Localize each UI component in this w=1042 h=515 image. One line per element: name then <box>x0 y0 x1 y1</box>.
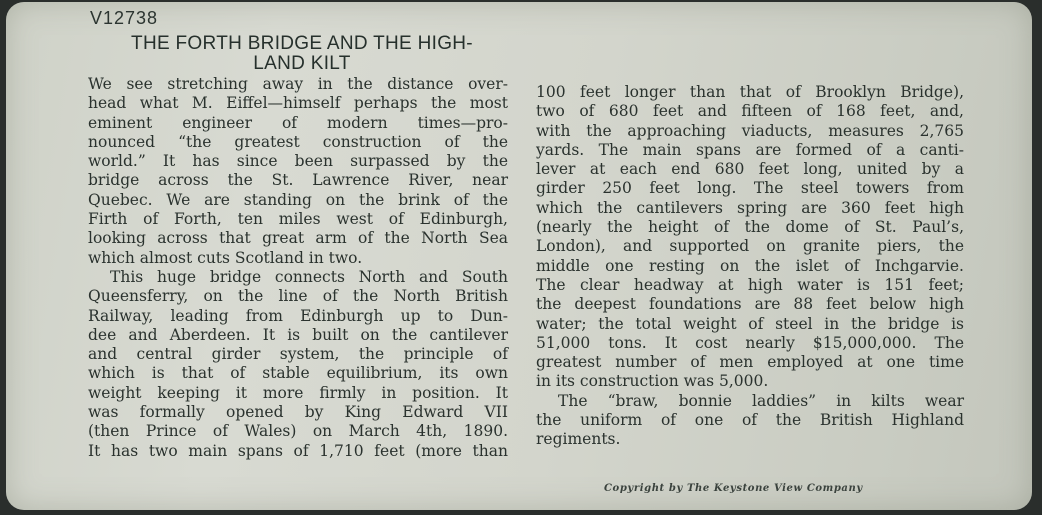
text-line: The “braw, bonnie laddies” in kilts wear <box>558 391 964 410</box>
text-line: the uniform of one of the British Highland <box>536 411 964 430</box>
text-line: eminent engineer of modern times—pro- <box>88 113 508 132</box>
text-line: water; the total weight of steel in the bridge is <box>536 314 964 333</box>
text-line: lever at each end 680 feet long, united by a <box>536 160 964 179</box>
text-line: which is that of stable equilibrium, its own <box>88 364 508 383</box>
catalog-number: V12738 <box>90 8 159 28</box>
text-line: with the approaching viaducts, measures 2,765 <box>536 121 964 140</box>
text-line: which the cantilevers spring are 360 feet high <box>536 198 964 217</box>
card-title-text: THE FORTH BRIDGE AND THE HIGH- LAND KILT <box>131 33 473 74</box>
text-line: Railway, leading from Edinburgh up to Dun- <box>88 306 508 325</box>
text-line: (nearly the height of the dome of St. Paul’s, <box>536 218 964 237</box>
text-line: (then Prince of Wales) on March 4th, 1890. <box>88 422 508 441</box>
text-line: Firth of Forth, ten miles west of Edinburgh, <box>88 210 508 229</box>
text-line: nounced “the greatest construction of the <box>88 132 508 151</box>
text-line: Quebec. We are standing on the brink of the <box>88 190 508 209</box>
text-line: dee and Aberdeen. It is built on the cantilever <box>88 325 508 344</box>
text-line: It has two main spans of 1,710 feet (more than <box>88 441 508 460</box>
text-line: which almost cuts Scotland in two. <box>88 248 363 267</box>
text-line: two of 680 feet and fifteen of 168 feet, and, <box>536 102 964 121</box>
text-line: the deepest foundations are 88 feet below high <box>536 295 964 314</box>
text-line: 100 feet longer than that of Brooklyn Bridge), <box>536 83 964 101</box>
stereoview-card-back <box>6 2 1032 510</box>
text-line: Queensferry, on the line of the North British <box>88 287 508 306</box>
right-text-column <box>536 83 964 450</box>
left-text-column <box>88 75 508 461</box>
text-line: in its construction was 5,000. <box>536 372 769 391</box>
copyright-notice: Copyright by The Keystone View Company <box>604 483 863 494</box>
text-line: was formally opened by King Edward VII <box>88 403 508 422</box>
text-line: London), and supported on granite piers, the <box>536 237 964 256</box>
text-line: middle one resting on the islet of Inchgarvie. <box>536 256 964 275</box>
text-line: and central girder system, the principle of <box>88 345 508 364</box>
text-line: looking across that great arm of the North Sea <box>88 229 508 248</box>
text-line: world.” It has since been surpassed by the <box>88 152 508 171</box>
text-line: weight keeping it more firmly in position. It <box>88 383 508 402</box>
text-line: regiments. <box>536 430 621 449</box>
text-line: yards. The main spans are formed of a canti- <box>536 140 964 159</box>
text-line: bridge across the St. Lawrence River, near <box>88 171 508 190</box>
card-title <box>92 34 512 74</box>
text-line: The clear headway at high water is 151 feet; <box>536 275 964 294</box>
text-line: girder 250 feet long. The steel towers from <box>536 179 964 198</box>
text-line: head what M. Eiffel—himself perhaps the most <box>88 94 508 113</box>
text-line: 51,000 tons. It cost nearly $15,000,000. The <box>536 333 964 352</box>
text-line: greatest number of men employed at one time <box>536 353 964 372</box>
text-line: We see stretching away in the distance over- <box>88 75 508 93</box>
text-line: This huge bridge connects North and South <box>110 267 508 286</box>
